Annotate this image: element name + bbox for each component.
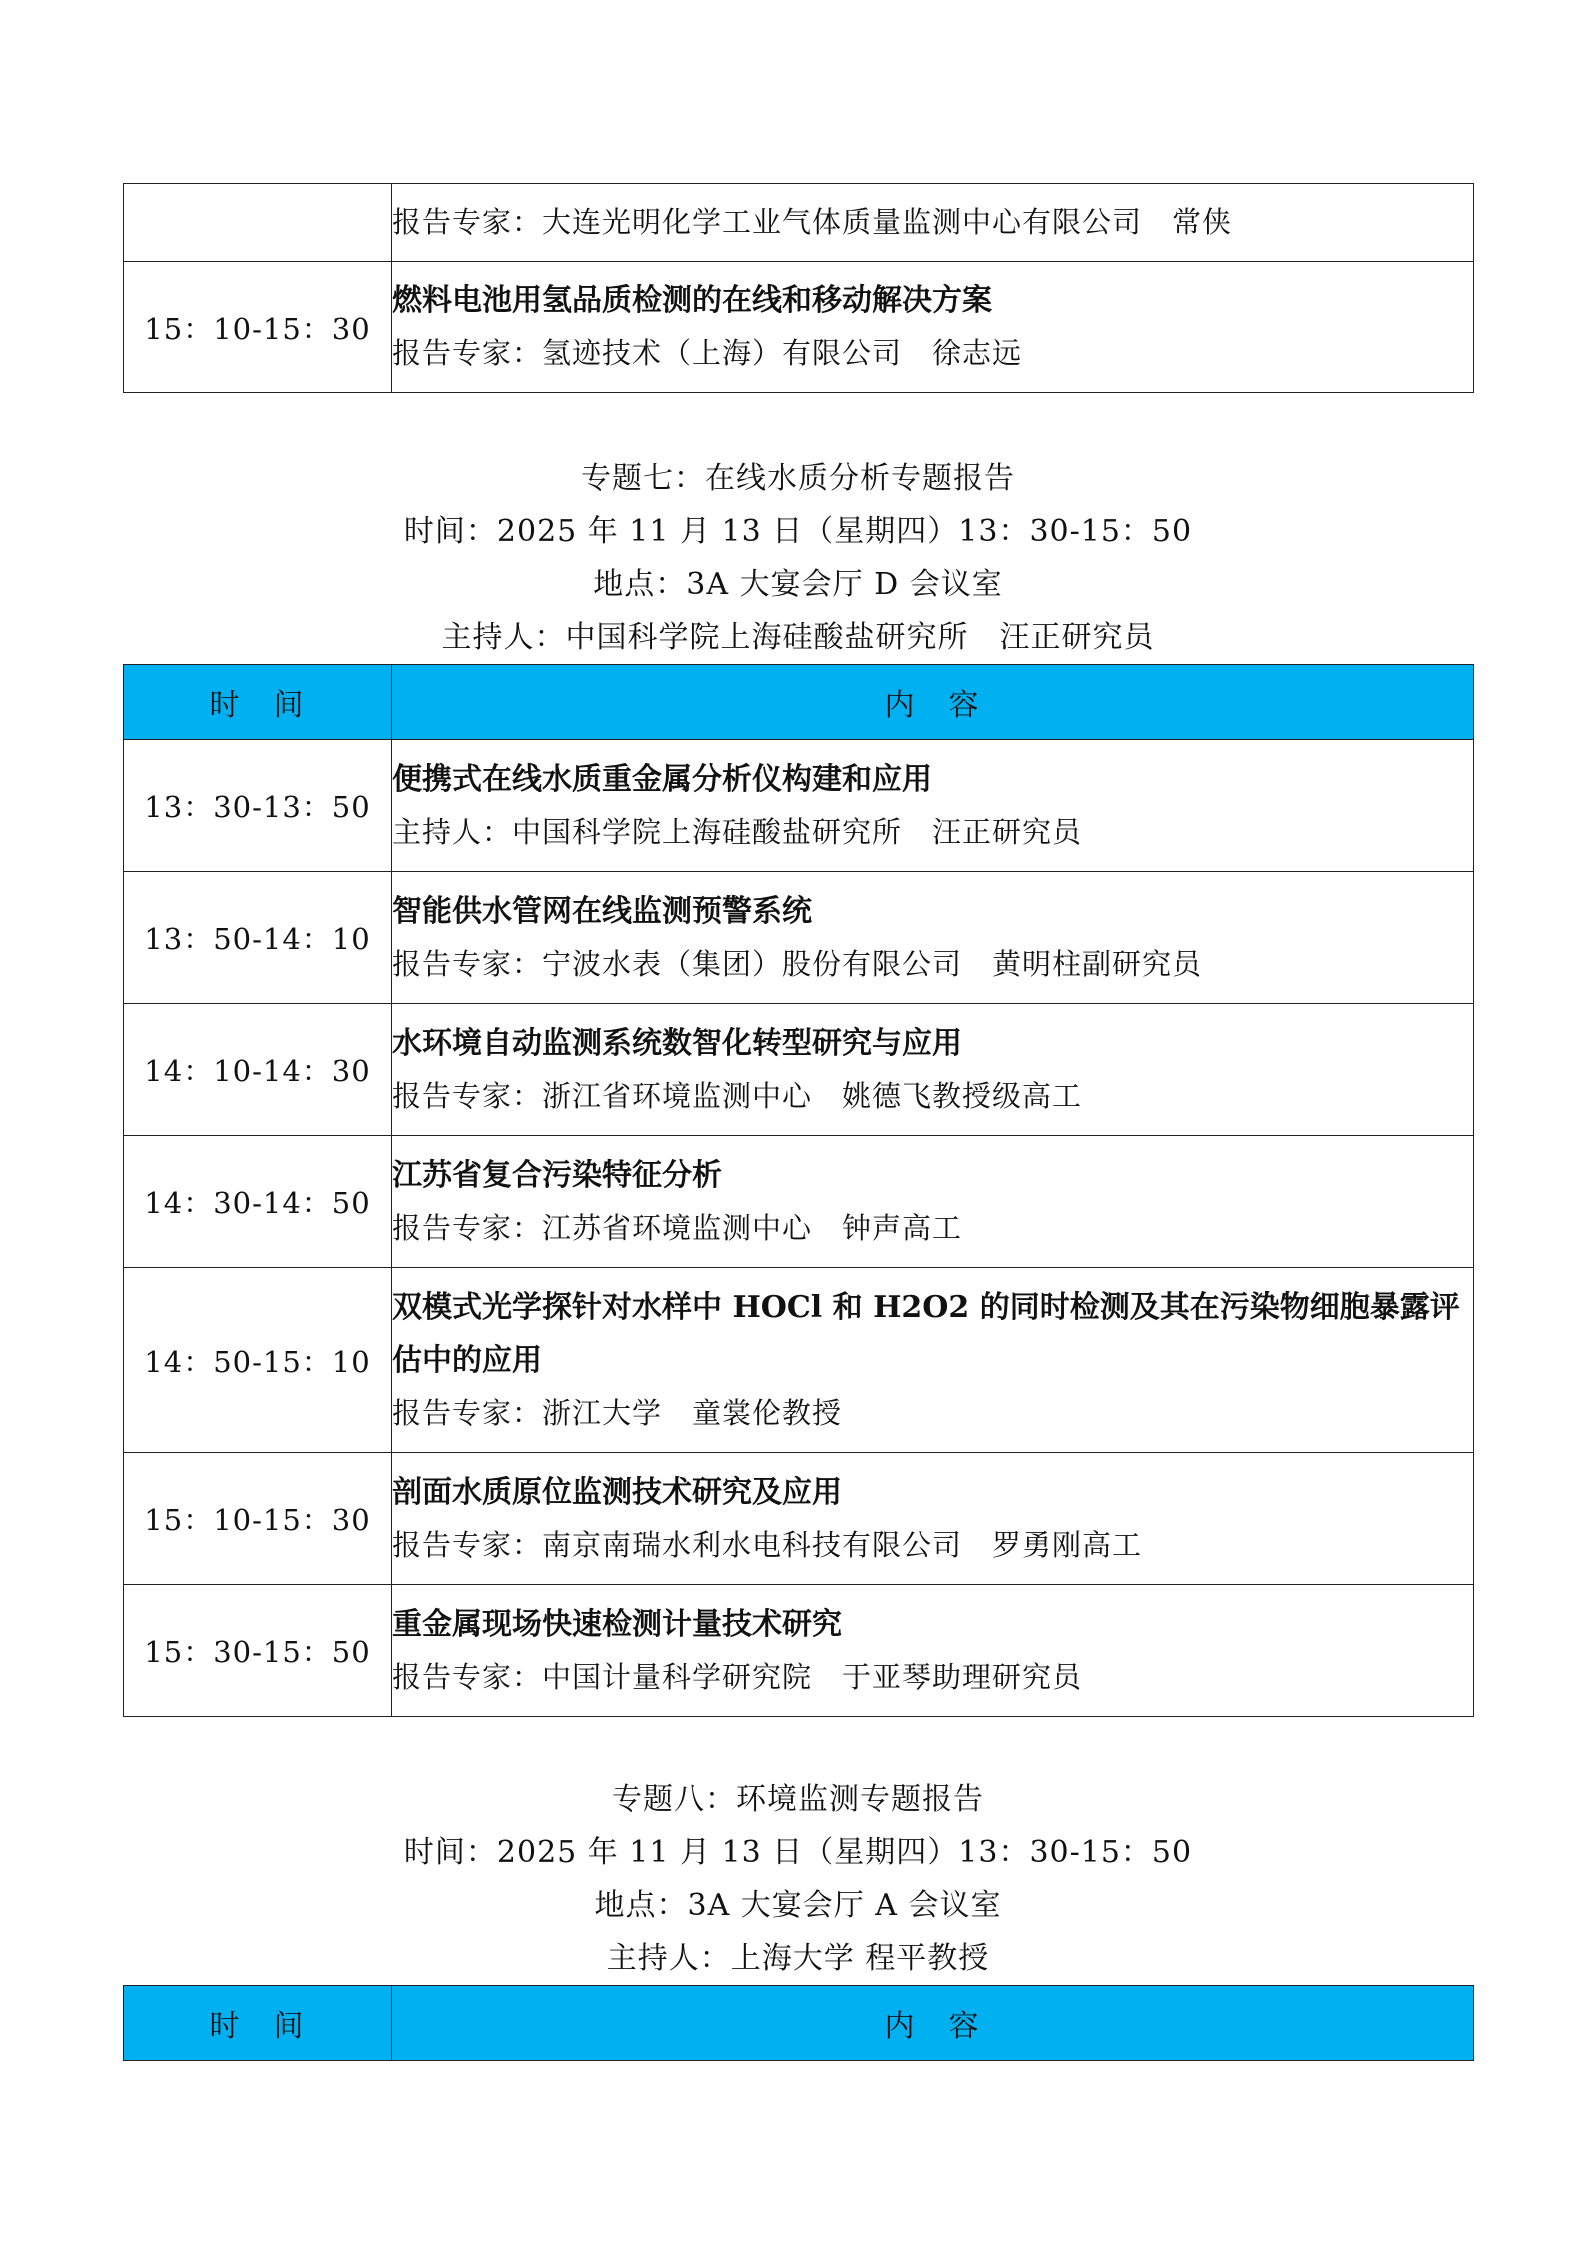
- session-title: 专题七：在线水质分析专题报告: [581, 461, 1015, 496]
- content-cell: [392, 184, 1474, 262]
- report-title: 剖面水质原位监测技术研究及应用: [392, 1474, 842, 1510]
- table-row: [124, 1585, 1474, 1717]
- session8-table: [123, 1985, 1473, 2061]
- table-row: [124, 872, 1474, 1004]
- session7-header: [123, 452, 1473, 664]
- content-cell: [392, 1268, 1474, 1453]
- table-header-row: [124, 1986, 1474, 2061]
- content-cell: [392, 1136, 1474, 1268]
- time-cell: 15：30-15：50: [124, 1585, 392, 1717]
- table-row: [124, 1136, 1474, 1268]
- speaker-line: 报告专家：中国计量科学研究院 于亚琴助理研究员: [392, 1659, 1083, 1694]
- content-cell: [392, 740, 1474, 872]
- header-time: 时 间: [124, 1986, 392, 2061]
- speaker-line: 报告专家：大连光明化学工业气体质量监测中心有限公司 常侠: [392, 205, 1233, 239]
- table-row: [124, 1268, 1474, 1453]
- time-cell: 15：10-15：30: [124, 262, 392, 393]
- table-header-row: [124, 665, 1474, 740]
- content-cell: [392, 1585, 1474, 1717]
- report-title: 江苏省复合污染特征分析: [392, 1157, 722, 1193]
- session-time: 时间：2025 年 11 月 13 日（星期四）13：30-15：50: [403, 514, 1193, 549]
- report-title: 双模式光学探针对水样中 HOCl 和 H2O2 的同时检测及其在污染物细胞暴露评估中的应用: [392, 1289, 1460, 1378]
- speaker-line: 报告专家：宁波水表（集团）股份有限公司 黄明柱副研究员: [392, 946, 1203, 981]
- report-title: 智能供水管网在线监测预警系统: [392, 893, 812, 929]
- time-cell: 14：30-14：50: [124, 1136, 392, 1268]
- report-title: 水环境自动监测系统数智化转型研究与应用: [392, 1025, 962, 1061]
- time-cell: 15：10-15：30: [124, 1453, 392, 1585]
- time-cell: 13：50-14：10: [124, 872, 392, 1004]
- content-cell: [392, 872, 1474, 1004]
- session-venue: 地点：3A 大宴会厅 A 会议室: [594, 1888, 1002, 1923]
- table-row: [124, 740, 1474, 872]
- time-cell: 14：10-14：30: [124, 1004, 392, 1136]
- session-venue: 地点：3A 大宴会厅 D 会议室: [593, 567, 1003, 602]
- session-host: 主持人：中国科学院上海硅酸盐研究所 汪正研究员: [441, 620, 1155, 655]
- table-row: [124, 184, 1474, 262]
- session7-table: [123, 664, 1473, 1717]
- speaker-line: 报告专家：浙江大学 童裳伦教授: [392, 1395, 843, 1430]
- session-host: 主持人：上海大学 程平教授: [606, 1941, 990, 1976]
- session-title: 专题八：环境监测专题报告: [612, 1782, 984, 1817]
- speaker-line: 报告专家：浙江省环境监测中心 姚德飞教授级高工: [392, 1078, 1083, 1113]
- content-cell: [392, 262, 1474, 393]
- session-time: 时间：2025 年 11 月 13 日（星期四）13：30-15：50: [403, 1835, 1193, 1870]
- table-row: [124, 1004, 1474, 1136]
- content-cell: [392, 1004, 1474, 1136]
- report-title: 重金属现场快速检测计量技术研究: [392, 1606, 842, 1642]
- speaker-line: 报告专家：氢迹技术（上海）有限公司 徐志远: [392, 336, 1023, 370]
- table-row: [124, 262, 1474, 393]
- speaker-line: 报告专家：江苏省环境监测中心 钟声高工: [392, 1210, 963, 1245]
- header-content: 内 容: [392, 1986, 1474, 2061]
- table-row: [124, 1453, 1474, 1585]
- speaker-line: 报告专家：南京南瑞水利水电科技有限公司 罗勇刚高工: [392, 1527, 1143, 1562]
- header-content: 内 容: [392, 665, 1474, 740]
- session8-header: [123, 1773, 1473, 1985]
- time-cell: 14：50-15：10: [124, 1268, 392, 1453]
- report-title: 便携式在线水质重金属分析仪构建和应用: [392, 761, 932, 797]
- report-title: 燃料电池用氢品质检测的在线和移动解决方案: [392, 283, 992, 318]
- continued-schedule-table: [123, 183, 1473, 393]
- speaker-line: 主持人：中国科学院上海硅酸盐研究所 汪正研究员: [392, 814, 1083, 849]
- content-cell: [392, 1453, 1474, 1585]
- header-time: 时 间: [124, 665, 392, 740]
- time-cell: [124, 184, 392, 262]
- time-cell: 13：30-13：50: [124, 740, 392, 872]
